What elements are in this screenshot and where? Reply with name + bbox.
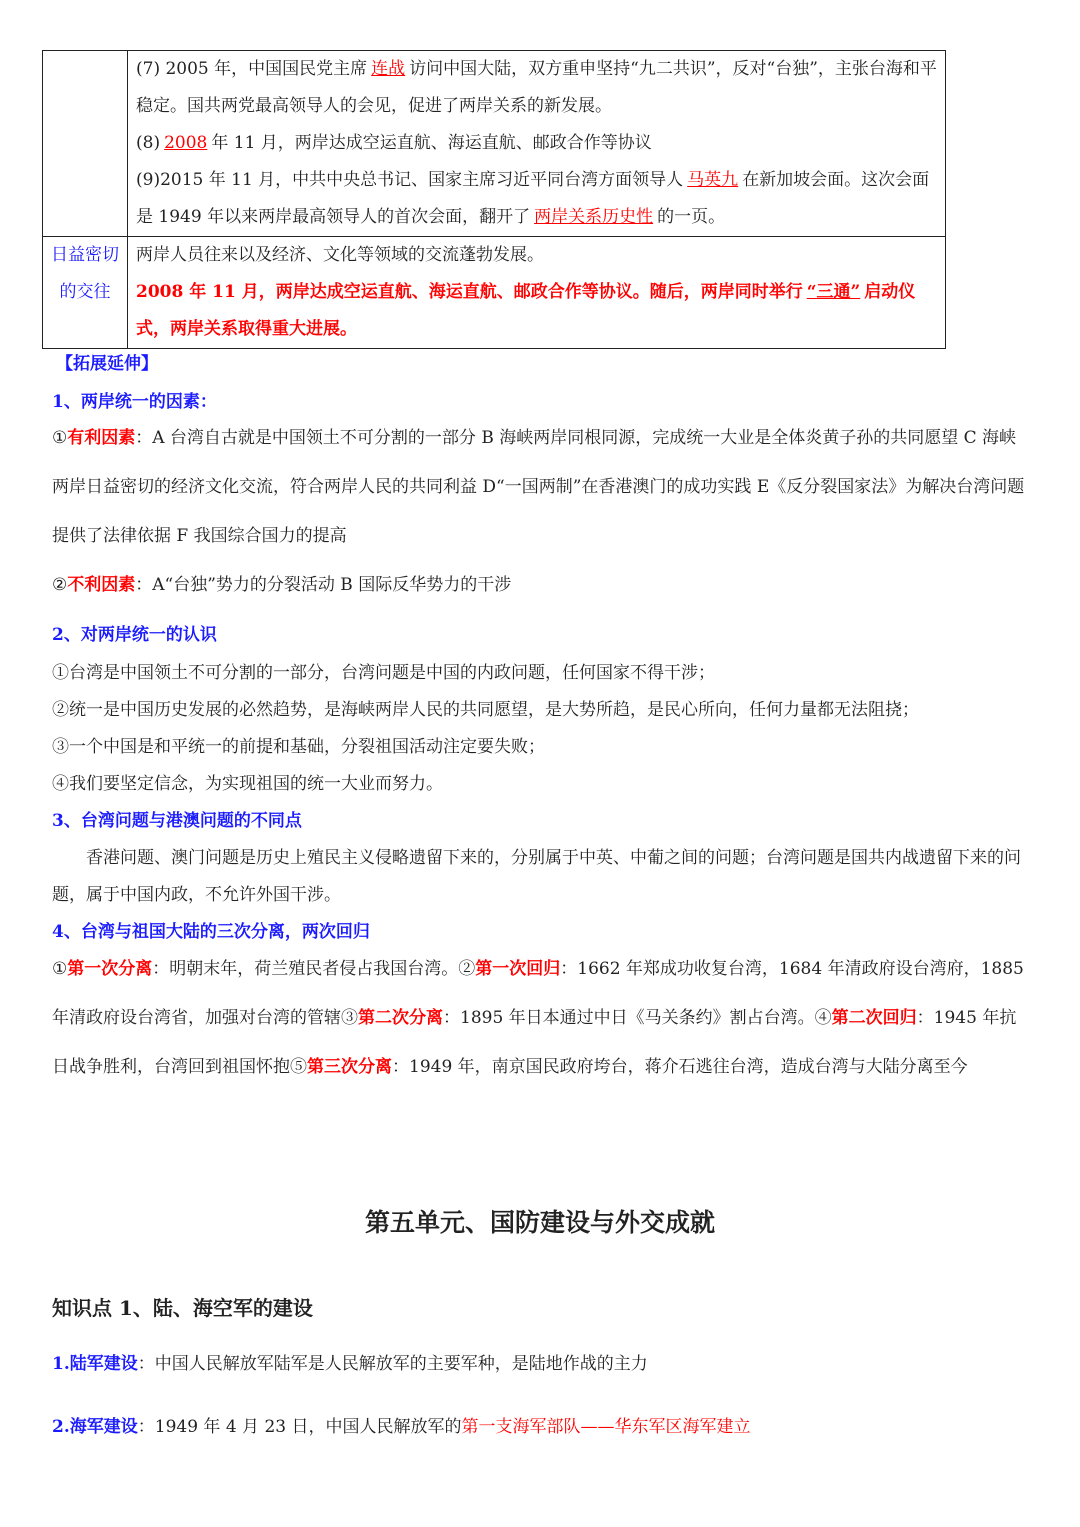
extension-label: 【拓展延伸】 (56, 354, 158, 374)
blank-answer: 连战 (371, 59, 406, 79)
exchange-text: 两岸人员往来以及经济、文化等领域的交流蓬勃发展。 (136, 245, 544, 265)
three-links-text: 2008 年 11 月，两岸达成空运直航、海运直航、邮政合作等协议。随后，两岸同时举行 “三通” 启动仪式，两岸关系取得重大进展。 (136, 282, 916, 339)
history-table (42, 50, 946, 349)
favorable-factors: ①有利因素：A 台湾自古就是中国领土不可分割的一部分 B 海峡两岸同根同源，完成统一大业是全体炎黄子孙的共同愿望 C 海峡两岸日益密切的经济文化交流，符合两岸人民的共同利益 D“一国两制”在香港澳门的成功实践 E《反分裂国家法》为解决台湾问题提供了法律依据 F 我国综合国力的提高 (52, 428, 1025, 546)
item-9: (9)2015 年 11 月，中共中央总书记、国家主席习近平同台湾方面领导人 马英九 在新加坡会面。这次会面是 1949 年以来两岸最高领导人的首次会面，翻开了 两岸关系历史性 的一页。 (136, 170, 930, 227)
unit-title: 第五单元、国防建设与外交成就 (364, 1208, 715, 1237)
content-cell (128, 237, 946, 349)
section-1-heading: 1、两岸统一的因素： (52, 392, 217, 412)
item-8: (8) 2008 年 11 月，两岸达成空运直航、海运直航、邮政合作等协议 (136, 133, 652, 153)
understanding-list (52, 655, 1028, 803)
knowledge-point-title: 知识点 1、陆、海空军的建设 (52, 1296, 313, 1320)
table-row (43, 51, 946, 237)
blank-answer: 2008 (164, 133, 208, 153)
section-3-heading: 3、台湾问题与港澳问题的不同点 (52, 811, 302, 831)
category-cell-empty (43, 51, 128, 237)
section-4-heading: 4、台湾与祖国大陆的三次分离，两次回归 (52, 922, 370, 942)
table-row (43, 237, 946, 349)
list-item: ③一个中国是和平统一的前提和基础，分裂祖国活动注定要失败； (52, 737, 545, 757)
blank-answer: “三通” (806, 282, 861, 302)
separation-history: ①第一次分离：明朝末年，荷兰殖民者侵占我国台湾。②第一次回归：1662 年郑成功收复台湾，1684 年清政府设台湾府，1885 年清政府设台湾省，加强对台湾的管辖③第二次分离：1895 年日本通过中日《马关条约》割占台湾。④第二次回归：1945 年抗日战争胜利，台湾回到祖国怀抱⑤第三次分离：1949 年，南京国民政府垮台，蒋介石逃往台湾，造成台湾与大陆分离至今 (52, 959, 1024, 1077)
blank-answer: 两岸关系历史性 (534, 207, 654, 227)
item-7: (7) 2005 年，中国国民党主席 连战 访问中国大陆，双方重申坚持“九二共识”，反对“台独”，主张台海和平稳定。国共两党最高领导人的会见，促进了两岸关系的新发展。 (136, 59, 937, 116)
category-cell: 日益密切 的交往 (43, 237, 128, 349)
navy-building: 2.海军建设：1949 年 4 月 23 日，中国人民解放军的第一支海军部队——华东军区海军建立 (52, 1417, 751, 1437)
list-item: ④我们要坚定信念，为实现祖国的统一大业而努力。 (52, 774, 443, 794)
blank-answer: 马英九 (687, 170, 739, 190)
army-building: 1.陆军建设：中国人民解放军陆军是人民解放军的主要军种，是陆地作战的主力 (52, 1354, 648, 1374)
section-2-heading: 2、对两岸统一的认识 (52, 625, 217, 645)
list-item: ①台湾是中国领土不可分割的一部分，台湾问题是中国的内政问题，任何国家不得干涉； (52, 663, 715, 683)
unfavorable-factors: ②不利因素：A“台独”势力的分裂活动 B 国际反华势力的干涉 (52, 575, 512, 595)
section-3-text: 香港问题、澳门问题是历史上殖民主义侵略遗留下来的，分别属于中英、中葡之间的问题；台湾问题是国共内战遗留下来的问题，属于中国内政，不允许外国干涉。 (52, 848, 1021, 905)
content-cell (128, 51, 946, 237)
list-item: ②统一是中国历史发展的必然趋势，是海峡两岸人民的共同愿望，是大势所趋，是民心所向，任何力量都无法阻挠； (52, 700, 919, 720)
